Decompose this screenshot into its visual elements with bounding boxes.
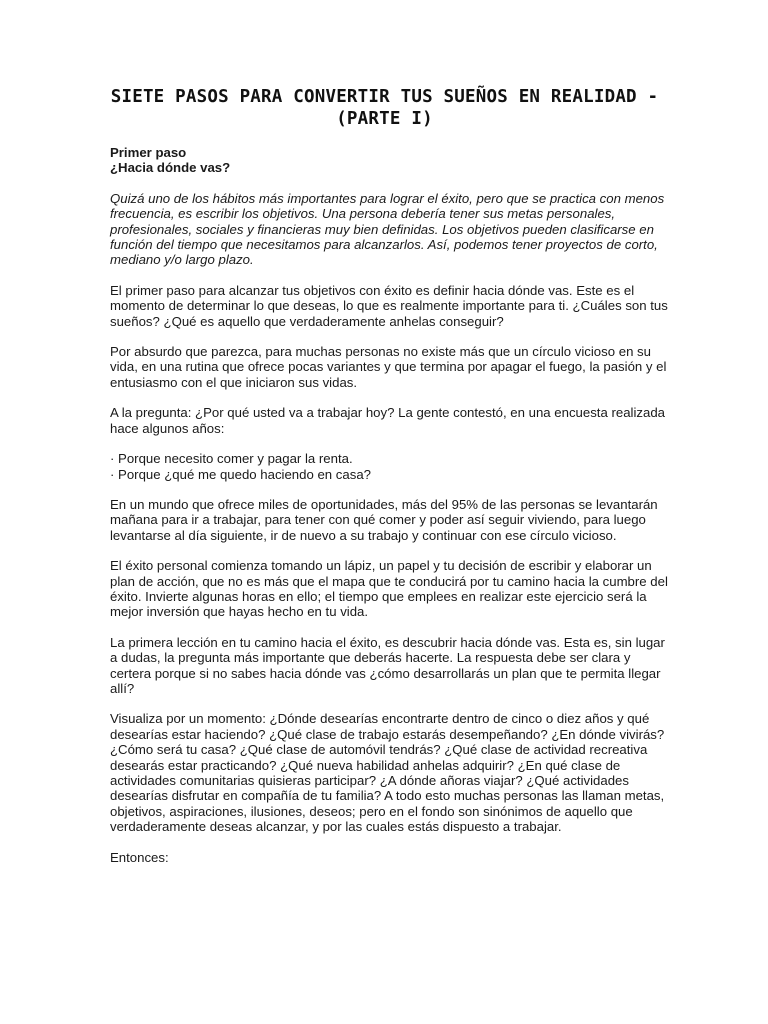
body-paragraph: El éxito personal comienza tomando un lápiz, un papel y tu decisión de escribir y elaborar un plan de acción, que no es más que el mapa que te conducirá por tu camino hacia la cumbre del éxito. Invierte algunas horas en ello; el tiempo que emplees en realizar este ejercicio será la mejor inversión que hayas hecho en tu vida.	[110, 558, 668, 620]
list-item: · Porque ¿qué me quedo haciendo en casa?	[110, 466, 372, 482]
list-item: · Porque necesito comer y pagar la renta.	[110, 451, 353, 467]
body-paragraph: En un mundo que ofrece miles de oportunidades, más del 95% de las personas se levantarán mañana para ir a trabajar, para tener con qué comer y poder así seguir viviendo, para luego levantarse al día siguiente, ir de nuevo a su trabajo y continuar con ese círculo vicioso.	[110, 496, 658, 543]
closing-line: Entonces:	[110, 849, 169, 865]
step-question: ¿Hacia dónde vas?	[110, 160, 231, 176]
document-title: SIETE PASOS PARA CONVERTIR TUS SUEÑOS EN REALIDAD - (PARTE I)	[110, 87, 659, 129]
intro-paragraph: Quizá uno de los hábitos más importantes para lograr el éxito, pero que se practica con menos frecuencia, es escribir los objetivos. Una persona debería tener sus metas personales, profesionales, sociales y financieras muy bien definidas. Los objetivos pueden clasificarse en función del tiempo que necesitamos para alcanzarlos. Así, podemos tener proyectos de corto, mediano y/o largo plazo.	[110, 190, 665, 268]
step-label: Primer paso	[110, 145, 187, 160]
body-paragraph: Visualiza por un momento: ¿Dónde desearías encontrarte dentro de cinco o diez años y qué desearías estar haciendo? ¿Qué clase de trabajo estarás desempeñando? ¿En dónde vivirás? ¿Cómo será tu casa? ¿Qué clase de automóvil tendrás? ¿Qué clase de actividad recreativa desearás estar practicando? ¿Qué nueva habilidad anhelas adquirir? ¿En qué clase de actividades comunitarias quisieras participar? ¿A dónde añoras viajar? ¿Qué actividades desearías disfrutar en compañía de tu familia? A todo esto muchas personas las llaman metas, objetivos, aspiraciones, ilusiones, deseos; pero en el fondo son sinónimos de aquello que verdaderamente deseas alcanzar, y por las cuales estás dispuesto a trabajar.	[110, 711, 665, 835]
body-paragraph: La primera lección en tu camino hacia el éxito, es descubrir hacia dónde vas. Esta es, sin lugar a dudas, la pregunta más importante que deberás hacerte. La respuesta debe ser clara y certera porque si no sabes hacia dónde vas ¿cómo desarrollarás un plan que te permita llegar allí?	[110, 634, 665, 696]
body-paragraph: A la pregunta: ¿Por qué usted va a trabajar hoy? La gente contestó, en una encuesta realizada hace algunos años:	[110, 405, 665, 436]
body-paragraph: Por absurdo que parezca, para muchas personas no existe más que un círculo vicioso en su vida, en una rutina que ofrece pocas variantes y que termina por apagar el fuego, la pasión y el entusiasmo con el que iniciaron sus vidas.	[110, 344, 667, 390]
survey-answers-list	[110, 451, 670, 482]
body-paragraph: El primer paso para alcanzar tus objetivos con éxito es definir hacia dónde vas. Este es el momento de determinar lo que deseas, lo que es realmente importante para ti. ¿Cuáles son tus sueños? ¿Qué es aquello que verdaderamente anhelas conseguir?	[110, 282, 668, 329]
document-body	[110, 145, 670, 865]
